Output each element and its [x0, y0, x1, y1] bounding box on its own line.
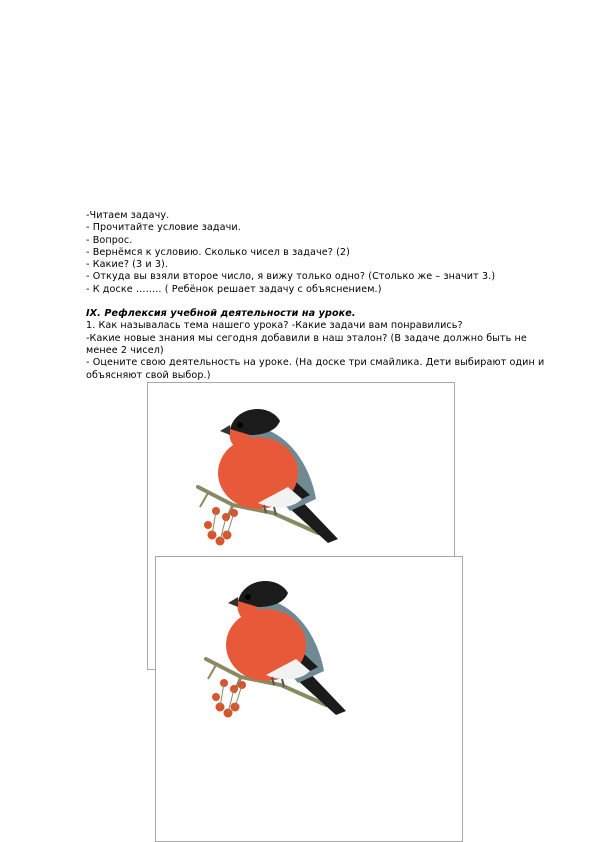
paragraph: -Какие новые знания мы сегодня добавили в наш эталон? (В задаче должно быть не менее 2 чисел) [86, 332, 527, 356]
text-line: -Читаем задачу. [86, 210, 170, 221]
bird-card [155, 556, 463, 842]
paragraph: 1. Как называлась тема нашего урока? -Какие задачи вам понравились? [86, 320, 463, 332]
text-line: - Вернёмся к условию. Сколько чисел в задаче? (2) [86, 246, 350, 258]
bullfinch-image [186, 567, 346, 719]
paragraph: - Оцените свою деятельность на уроке. (На доске три смайлика. Дети выбирают один и объясняют свой выбор.) [86, 357, 545, 381]
text-line: - Откуда вы взяли второе число, я вижу только одно? (Столько же – значит 3.) [86, 271, 496, 283]
text-line: - Какие? (3 и 3). [86, 259, 169, 271]
bullfinch-image [178, 395, 338, 547]
text-line: - К доске …….. ( Ребёнок решает задачу с объяснением.) [86, 283, 382, 295]
text-line: - Вопрос. [86, 234, 133, 246]
section-heading: IX. Рефлексия учебной деятельности на уроке. [86, 308, 356, 320]
text-line: - Прочитайте условие задачи. [86, 222, 241, 234]
lesson-text [86, 210, 556, 382]
